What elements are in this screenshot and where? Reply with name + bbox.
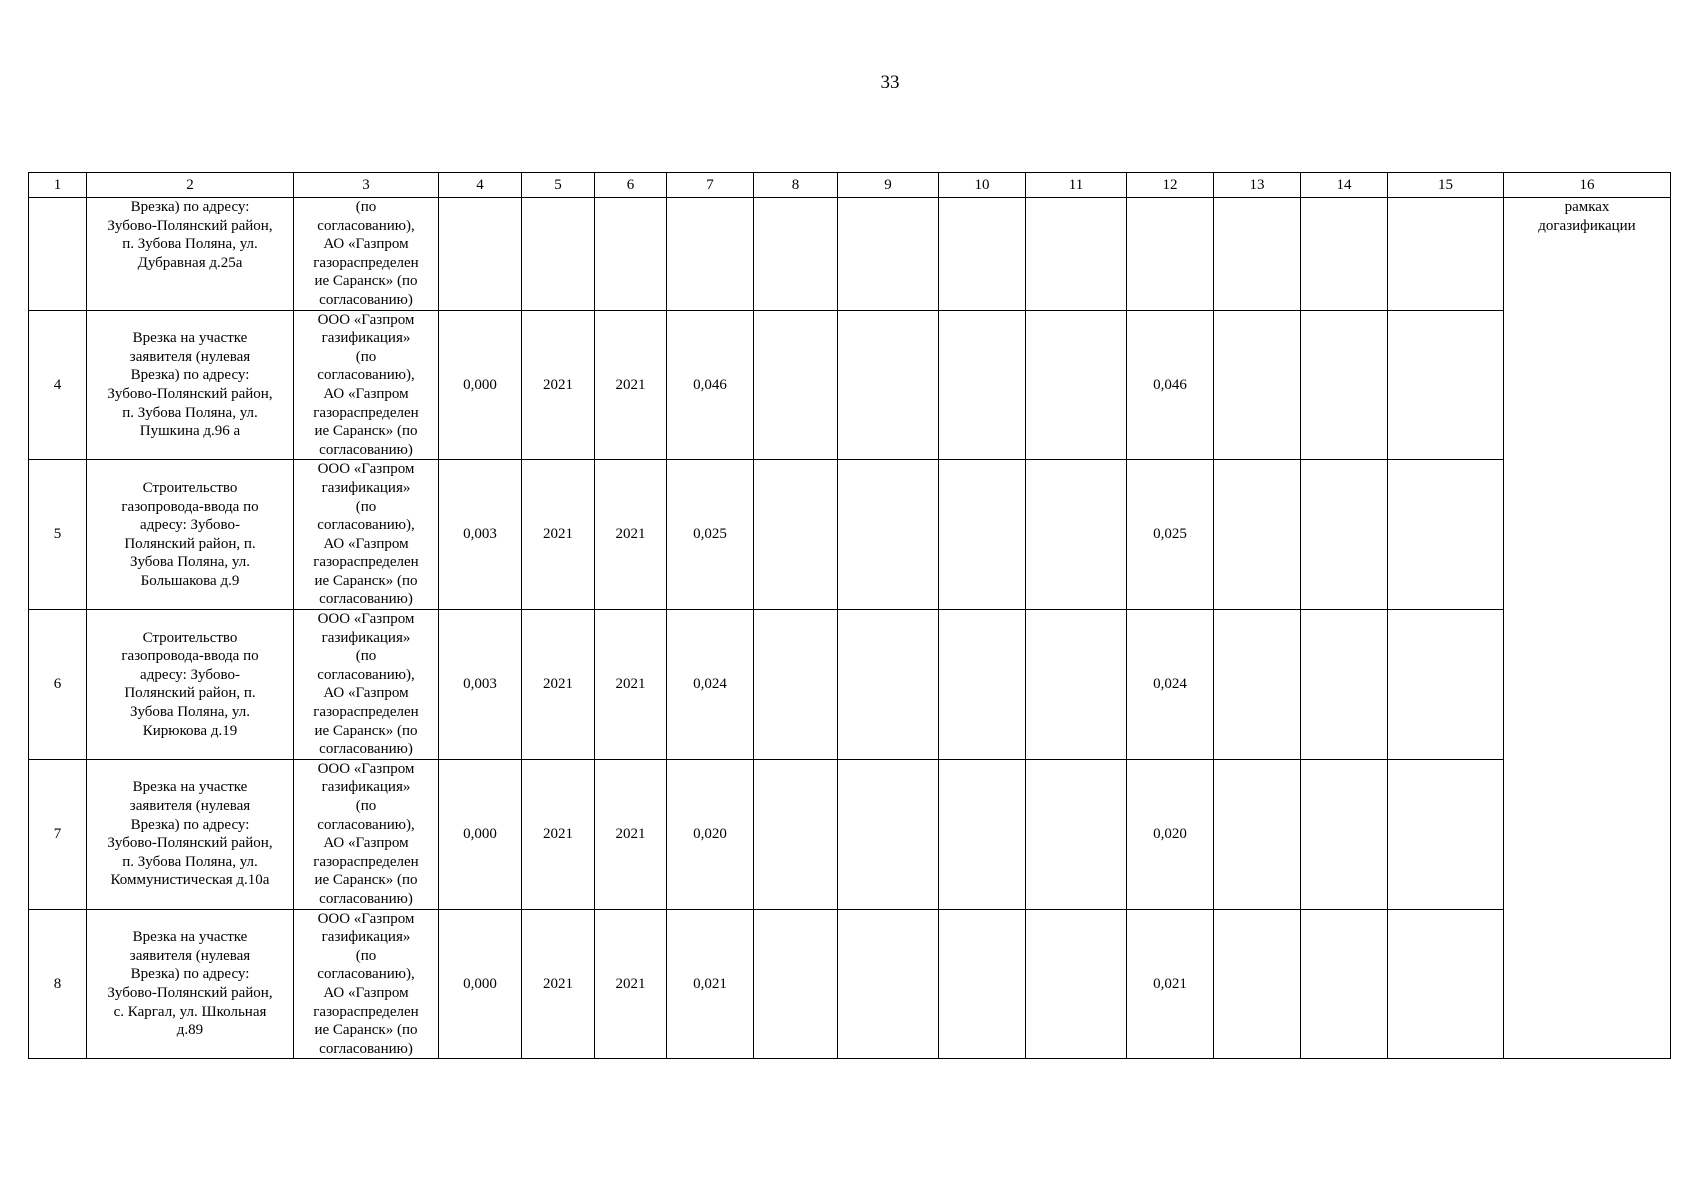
cell-name: Врезка на участке заявителя (нулевая Врезка) по адресу: Зубово-Полянский район, п. Зубова Поляна, ул. Коммунистическая д.10а [87,759,294,909]
cell-col4: 0,000 [439,909,522,1059]
table-row-continued [29,198,1671,311]
column-header: 11 [1026,173,1127,198]
cell-col14 [1301,460,1388,610]
cell-empty [1388,198,1504,311]
column-header: 9 [838,173,939,198]
cell-col10 [939,759,1026,909]
cell-empty [939,198,1026,311]
column-header: 8 [754,173,838,198]
column-header: 1 [29,173,87,198]
cell-executor: (по согласованию), АО «Газпром газораспределен ие Саранск» (по согласованию) [294,198,439,311]
cell-col4: 0,000 [439,759,522,909]
cell-col9 [838,460,939,610]
cell-col6: 2021 [595,909,667,1059]
column-header: 14 [1301,173,1388,198]
cell-num [29,198,87,311]
column-header: 10 [939,173,1026,198]
cell-num: 7 [29,759,87,909]
cell-empty [595,198,667,311]
column-header: 15 [1388,173,1504,198]
column-header: 7 [667,173,754,198]
cell-col11 [1026,610,1127,760]
cell-empty [1214,198,1301,311]
cell-col13 [1214,759,1301,909]
cell-col13 [1214,610,1301,760]
cell-col5: 2021 [522,460,595,610]
table-row [29,909,1671,1059]
cell-col9 [838,610,939,760]
column-header: 5 [522,173,595,198]
cell-col9 [838,759,939,909]
table-row [29,610,1671,760]
cell-col8 [754,610,838,760]
cell-executor: ООО «Газпром газификация» (по согласованию), АО «Газпром газораспределен ие Саранск» (по согласованию) [294,460,439,610]
cell-num: 4 [29,310,87,460]
cell-col10 [939,460,1026,610]
cell-col8 [754,460,838,610]
cell-col14 [1301,909,1388,1059]
column-header: 16 [1504,173,1671,198]
cell-col5: 2021 [522,759,595,909]
cell-col7: 0,020 [667,759,754,909]
column-header: 13 [1214,173,1301,198]
table-row [29,310,1671,460]
cell-col15 [1388,460,1504,610]
cell-col11 [1026,909,1127,1059]
column-header: 3 [294,173,439,198]
table-row [29,460,1671,610]
cell-num: 8 [29,909,87,1059]
cell-col7: 0,046 [667,310,754,460]
cell-empty [667,198,754,311]
cell-col13 [1214,460,1301,610]
cell-col8 [754,759,838,909]
cell-col14 [1301,759,1388,909]
cell-executor: ООО «Газпром газификация» (по согласованию), АО «Газпром газораспределен ие Саранск» (по согласованию) [294,759,439,909]
cell-col11 [1026,759,1127,909]
cell-name: Строительство газопровода-ввода по адресу: Зубово- Полянский район, п. Зубова Поляна, ул. Большакова д.9 [87,460,294,610]
cell-executor: ООО «Газпром газификация» (по согласованию), АО «Газпром газораспределен ие Саранск» (по согласованию) [294,310,439,460]
cell-empty [754,198,838,311]
cell-col6: 2021 [595,310,667,460]
cell-col5: 2021 [522,310,595,460]
cell-col13 [1214,310,1301,460]
cell-col12: 0,021 [1127,909,1214,1059]
data-table [28,172,1671,1059]
cell-col8 [754,909,838,1059]
cell-col14 [1301,610,1388,760]
cell-col7: 0,021 [667,909,754,1059]
cell-empty [522,198,595,311]
cell-col4: 0,000 [439,310,522,460]
cell-col8 [754,310,838,460]
cell-empty [1301,198,1388,311]
cell-empty [1026,198,1127,311]
cell-col5: 2021 [522,909,595,1059]
cell-num: 6 [29,610,87,760]
cell-num: 5 [29,460,87,610]
cell-empty [838,198,939,311]
cell-col15 [1388,759,1504,909]
cell-col4: 0,003 [439,460,522,610]
cell-note: рамках догазификации [1504,198,1671,1059]
column-header: 4 [439,173,522,198]
cell-name: Строительство газопровода-ввода по адресу: Зубово- Полянский район, п. Зубова Поляна, ул. Кирюкова д.19 [87,610,294,760]
cell-col9 [838,909,939,1059]
column-header: 6 [595,173,667,198]
cell-col13 [1214,909,1301,1059]
cell-name: Врезка на участке заявителя (нулевая Врезка) по адресу: Зубово-Полянский район, п. Зубова Поляна, ул. Пушкина д.96 а [87,310,294,460]
cell-col10 [939,610,1026,760]
cell-name: Врезка на участке заявителя (нулевая Врезка) по адресу: Зубово-Полянский район, с. Каргал, ул. Школьная д.89 [87,909,294,1059]
table-row [29,759,1671,909]
column-header: 12 [1127,173,1214,198]
cell-col11 [1026,310,1127,460]
cell-col11 [1026,460,1127,610]
cell-name: Врезка) по адресу: Зубово-Полянский район, п. Зубова Поляна, ул. Дубравная д.25а [87,198,294,311]
cell-col15 [1388,909,1504,1059]
cell-col15 [1388,610,1504,760]
cell-col15 [1388,310,1504,460]
header-row [29,173,1671,198]
cell-col14 [1301,310,1388,460]
cell-empty [1127,198,1214,311]
cell-col10 [939,909,1026,1059]
cell-col9 [838,310,939,460]
cell-col12: 0,046 [1127,310,1214,460]
column-header: 2 [87,173,294,198]
cell-col5: 2021 [522,610,595,760]
cell-col12: 0,020 [1127,759,1214,909]
cell-col6: 2021 [595,759,667,909]
cell-col12: 0,024 [1127,610,1214,760]
cell-col6: 2021 [595,610,667,760]
cell-col7: 0,024 [667,610,754,760]
page-number: 33 [880,72,900,93]
cell-col6: 2021 [595,460,667,610]
cell-col10 [939,310,1026,460]
cell-empty [439,198,522,311]
cell-col4: 0,003 [439,610,522,760]
cell-executor: ООО «Газпром газификация» (по согласованию), АО «Газпром газораспределен ие Саранск» (по согласованию) [294,610,439,760]
cell-executor: ООО «Газпром газификация» (по согласованию), АО «Газпром газораспределен ие Саранск» (по согласованию) [294,909,439,1059]
cell-col12: 0,025 [1127,460,1214,610]
cell-col7: 0,025 [667,460,754,610]
